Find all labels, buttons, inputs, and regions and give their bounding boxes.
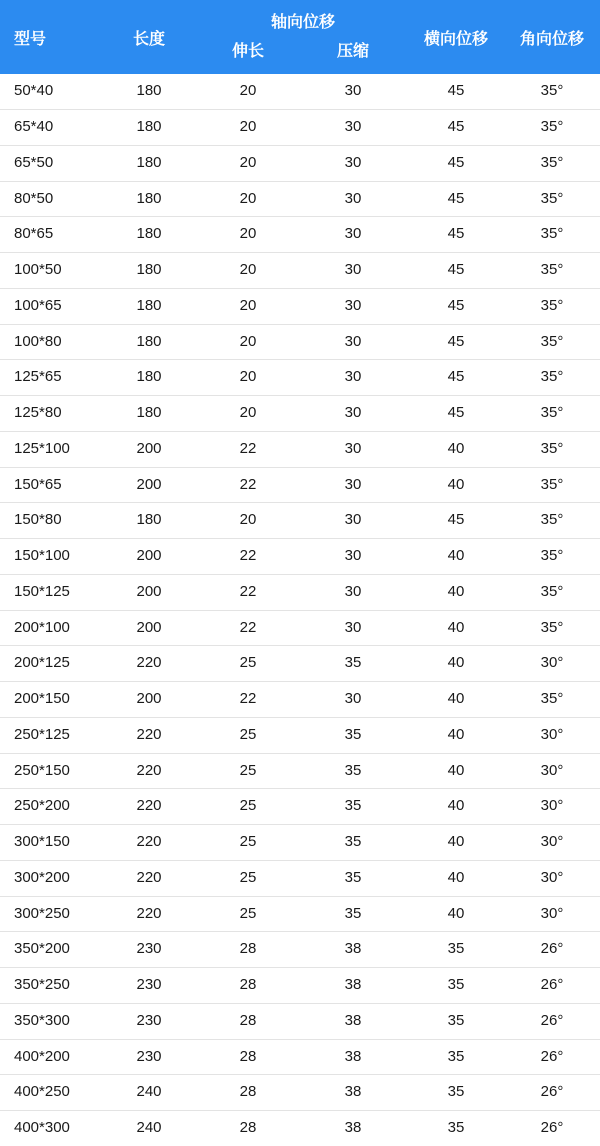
cell-axial-compress: 30: [298, 145, 408, 181]
cell-axial-compress: 35: [298, 646, 408, 682]
cell-axial-compress: 30: [298, 110, 408, 146]
cell-axial-extend: 20: [198, 253, 298, 289]
cell-axial-extend: 20: [198, 324, 298, 360]
cell-lateral: 35: [408, 932, 504, 968]
table-header: [0, 0, 600, 74]
table-row: [0, 1039, 600, 1075]
cell-length: 180: [100, 503, 198, 539]
cell-angular: 35°: [504, 574, 600, 610]
cell-angular: 30°: [504, 896, 600, 932]
cell-angular: 35°: [504, 610, 600, 646]
cell-angular: 35°: [504, 110, 600, 146]
cell-model: 80*65: [0, 217, 100, 253]
cell-angular: 35°: [504, 324, 600, 360]
table-row: [0, 110, 600, 146]
cell-length: 220: [100, 753, 198, 789]
cell-angular: 35°: [504, 503, 600, 539]
cell-axial-extend: 25: [198, 753, 298, 789]
cell-axial-compress: 35: [298, 717, 408, 753]
cell-angular: 35°: [504, 360, 600, 396]
cell-length: 180: [100, 181, 198, 217]
cell-axial-compress: 38: [298, 1075, 408, 1111]
cell-length: 220: [100, 860, 198, 896]
cell-angular: 35°: [504, 539, 600, 575]
table-row: [0, 181, 600, 217]
cell-axial-compress: 30: [298, 682, 408, 718]
cell-angular: 35°: [504, 217, 600, 253]
table-row: [0, 288, 600, 324]
cell-model: 350*250: [0, 968, 100, 1004]
cell-axial-extend: 25: [198, 860, 298, 896]
cell-length: 200: [100, 539, 198, 575]
cell-axial-extend: 25: [198, 825, 298, 861]
cell-length: 240: [100, 1075, 198, 1111]
cell-axial-extend: 22: [198, 682, 298, 718]
table-row: [0, 932, 600, 968]
cell-length: 220: [100, 825, 198, 861]
cell-length: 200: [100, 682, 198, 718]
cell-model: 300*200: [0, 860, 100, 896]
cell-length: 230: [100, 1003, 198, 1039]
cell-axial-extend: 20: [198, 110, 298, 146]
cell-angular: 30°: [504, 717, 600, 753]
cell-angular: 26°: [540, 1119, 564, 1137]
cell-axial-extend: 20: [198, 181, 298, 217]
cell-model: 50*40: [0, 74, 100, 109]
cell-model: 125*80: [0, 396, 100, 432]
table-row: [0, 539, 600, 575]
cell-lateral: 45: [408, 253, 504, 289]
cell-length: 180: [100, 74, 198, 109]
table-row: [0, 610, 600, 646]
cell-lateral: 45: [408, 145, 504, 181]
cell-axial-compress: 38: [298, 968, 408, 1004]
cell-lateral: 40: [408, 896, 504, 932]
cell-model: 200*150: [0, 682, 100, 718]
table-row: [0, 1003, 600, 1039]
cell-axial-compress: 30: [298, 74, 408, 109]
cell-length: 230: [100, 968, 198, 1004]
cell-lateral: 40: [408, 646, 504, 682]
cell-model: 100*50: [0, 253, 100, 289]
header-axial-displacement: 轴向位移: [198, 0, 408, 40]
cell-axial-compress: 35: [298, 860, 408, 896]
cell-length: 230: [100, 1039, 198, 1075]
cell-model: 200*125: [0, 646, 100, 682]
table-row: [0, 503, 600, 539]
cell-model: 65*50: [0, 145, 100, 181]
cell-model: 65*40: [0, 110, 100, 146]
cell-lateral: 40: [408, 431, 504, 467]
cell-angular: 30°: [504, 825, 600, 861]
cell-lateral: 35: [408, 1039, 504, 1075]
cell-axial-extend: 20: [198, 360, 298, 396]
cell-model: 80*50: [0, 181, 100, 217]
cell-axial-compress: 35: [298, 825, 408, 861]
cell-model: 100*80: [0, 324, 100, 360]
cell-angular: 35°: [504, 145, 600, 181]
cell-axial-compress: 38: [298, 932, 408, 968]
cell-axial-extend: 20: [198, 145, 298, 181]
cell-axial-compress: 35: [298, 896, 408, 932]
table-row: [0, 1075, 600, 1111]
cell-model: 250*150: [0, 753, 100, 789]
table-row: [0, 753, 600, 789]
table-row: [0, 825, 600, 861]
cell-lateral: 40: [408, 574, 504, 610]
cell-length: 200: [100, 431, 198, 467]
table-row: [0, 217, 600, 253]
cell-model: 100*65: [0, 288, 100, 324]
cell-angular: 30°: [504, 789, 600, 825]
cell-length: 180: [100, 360, 198, 396]
cell-axial-extend: 28: [198, 932, 298, 968]
cell-lateral: 40: [408, 860, 504, 896]
cell-length: 230: [100, 932, 198, 968]
cell-length: 180: [100, 110, 198, 146]
cell-lateral: 40: [408, 539, 504, 575]
cell-angular: 35°: [504, 396, 600, 432]
cell-length: 180: [100, 288, 198, 324]
cell-lateral: 45: [408, 324, 504, 360]
cell-length: 220: [100, 896, 198, 932]
table-row: [0, 253, 600, 289]
cell-axial-compress: 30: [298, 396, 408, 432]
table-row: [0, 145, 600, 181]
cell-axial-extend: 20: [198, 396, 298, 432]
cell-lateral: 35: [447, 1119, 465, 1137]
cell-angular: 35°: [504, 181, 600, 217]
cell-length: 180: [100, 324, 198, 360]
table-row: [0, 431, 600, 467]
cell-axial-extend: 20: [198, 288, 298, 324]
cell-axial-extend: 28: [239, 1119, 257, 1137]
cell-lateral: 45: [408, 74, 504, 109]
cell-axial-extend: 25: [198, 717, 298, 753]
cell-lateral: 45: [408, 503, 504, 539]
cell-axial-compress: 38: [298, 1039, 408, 1075]
table-row: [0, 682, 600, 718]
cell-angular: 35°: [504, 467, 600, 503]
cell-axial-extend: 22: [198, 574, 298, 610]
cell-angular: 30°: [504, 753, 600, 789]
cell-axial-extend: 20: [198, 217, 298, 253]
cell-lateral: 35: [408, 1003, 504, 1039]
table-row: [0, 896, 600, 932]
header-model: 型号: [0, 0, 100, 74]
cell-lateral: 40: [408, 682, 504, 718]
cell-length: 200: [100, 610, 198, 646]
cell-angular: 26°: [504, 1003, 600, 1039]
cell-axial-compress: 30: [298, 610, 408, 646]
table-body: [0, 74, 600, 1146]
cell-axial-extend: 28: [198, 1075, 298, 1111]
cell-model: 350*200: [0, 932, 100, 968]
cell-axial-extend: 20: [198, 503, 298, 539]
cell-angular: 30°: [504, 860, 600, 896]
cell-length: 220: [100, 646, 198, 682]
cell-axial-compress: 30: [298, 253, 408, 289]
cell-angular: 26°: [504, 968, 600, 1004]
cell-axial-compress: 30: [298, 324, 408, 360]
cell-lateral: 45: [408, 396, 504, 432]
cell-length: 180: [100, 396, 198, 432]
cell-lateral: 45: [408, 360, 504, 396]
cell-model: 150*100: [0, 539, 100, 575]
cell-lateral: 45: [408, 217, 504, 253]
cell-axial-compress: 30: [298, 503, 408, 539]
cell-model: 200*100: [0, 610, 100, 646]
cell-model: 125*100: [0, 431, 100, 467]
cell-axial-compress: 35: [298, 753, 408, 789]
header-lateral-displacement: 横向位移: [408, 0, 504, 74]
cell-model: 400*300: [14, 1119, 70, 1137]
cell-axial-extend: 22: [198, 539, 298, 575]
cell-axial-compress: 30: [298, 431, 408, 467]
table-row: [0, 968, 600, 1004]
cell-model: 150*80: [0, 503, 100, 539]
cell-angular: 35°: [504, 682, 600, 718]
table-row: [0, 717, 600, 753]
cell-length: 200: [100, 467, 198, 503]
header-angular-displacement: 角向位移: [504, 0, 600, 74]
table-row: [0, 396, 600, 432]
cell-axial-compress: 30: [298, 181, 408, 217]
cell-model: 400*250: [0, 1075, 100, 1111]
cell-axial-extend: 20: [198, 74, 298, 109]
cell-lateral: 40: [408, 717, 504, 753]
cell-length: 220: [100, 717, 198, 753]
cell-axial-extend: 25: [198, 896, 298, 932]
cell-lateral: 45: [408, 110, 504, 146]
cell-lateral: 40: [408, 825, 504, 861]
cell-axial-extend: 22: [198, 467, 298, 503]
cell-axial-extend: 25: [198, 789, 298, 825]
table-row: [0, 467, 600, 503]
table-header-row-primary: [0, 0, 600, 40]
cell-axial-compress: 30: [298, 288, 408, 324]
cell-lateral: 45: [408, 288, 504, 324]
cell-axial-extend: 25: [198, 646, 298, 682]
cell-lateral: 35: [408, 968, 504, 1004]
cell-angular: 26°: [504, 932, 600, 968]
table-row: [0, 74, 600, 109]
cell-length: 180: [100, 217, 198, 253]
cell-axial-extend: 22: [198, 431, 298, 467]
cell-length: 220: [100, 789, 198, 825]
cell-axial-compress: 30: [298, 467, 408, 503]
cell-model: 300*250: [0, 896, 100, 932]
table-row: [0, 574, 600, 610]
cell-model: 125*65: [0, 360, 100, 396]
cell-lateral: 40: [408, 610, 504, 646]
cell-model: 250*200: [0, 789, 100, 825]
cell-axial-compress: 30: [298, 539, 408, 575]
cell-angular: 35°: [504, 288, 600, 324]
table-row: [0, 646, 600, 682]
cell-axial-extend: 28: [198, 1003, 298, 1039]
table-row: [0, 324, 600, 360]
header-length: 长度: [100, 0, 198, 74]
cell-model: 300*150: [0, 825, 100, 861]
table-row: [0, 1111, 600, 1146]
cell-lateral: 35: [408, 1075, 504, 1111]
cell-lateral: 45: [408, 181, 504, 217]
cell-axial-compress: 38: [344, 1119, 362, 1137]
header-axial-extend: 伸长: [198, 40, 298, 74]
cell-length: 200: [100, 574, 198, 610]
cell-model: 400*200: [0, 1039, 100, 1075]
cell-angular: 30°: [504, 646, 600, 682]
cell-angular: 35°: [504, 253, 600, 289]
table-row: [0, 860, 600, 896]
cell-model: 350*300: [0, 1003, 100, 1039]
header-axial-compress: 压缩: [298, 40, 408, 74]
cell-length: 240: [136, 1119, 162, 1137]
cell-axial-extend: 28: [198, 1039, 298, 1075]
cell-angular: 35°: [504, 431, 600, 467]
cell-lateral: 40: [408, 789, 504, 825]
cell-length: 180: [100, 253, 198, 289]
table-row: [0, 789, 600, 825]
cell-model: 150*65: [0, 467, 100, 503]
cell-model: 150*125: [0, 574, 100, 610]
cell-lateral: 40: [408, 467, 504, 503]
cell-axial-compress: 30: [298, 574, 408, 610]
cell-axial-compress: 38: [298, 1003, 408, 1039]
cell-model: 250*125: [0, 717, 100, 753]
table-row: [0, 360, 600, 396]
cell-lateral: 40: [408, 753, 504, 789]
cell-axial-compress: 30: [298, 217, 408, 253]
cell-angular: 26°: [504, 1039, 600, 1075]
cell-angular: 35°: [504, 74, 600, 109]
cell-angular: 26°: [504, 1075, 600, 1111]
cell-axial-extend: 22: [198, 610, 298, 646]
cell-axial-compress: 30: [298, 360, 408, 396]
cell-axial-extend: 28: [198, 968, 298, 1004]
cell-length: 180: [100, 145, 198, 181]
cell-axial-compress: 35: [298, 789, 408, 825]
